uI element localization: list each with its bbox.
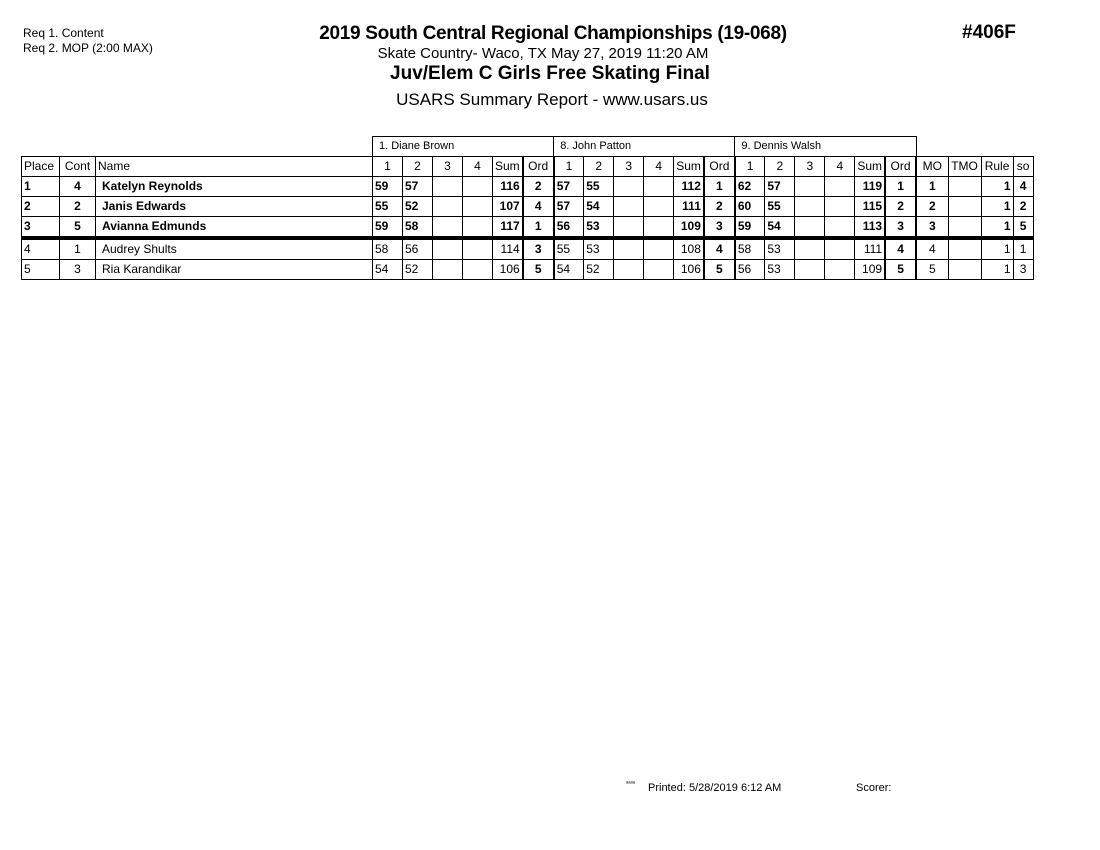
cont-cell: 4 bbox=[60, 177, 96, 197]
judge-2-ordinal: 3 bbox=[704, 217, 735, 239]
skater-name: Avianna Edmunds bbox=[96, 217, 373, 239]
judge-3-mark-3 bbox=[795, 177, 825, 197]
judge-3-mark-1: 60 bbox=[735, 197, 765, 217]
table-row bbox=[22, 238, 1034, 260]
report-title: USARS Summary Report - www.usars.us bbox=[396, 90, 708, 109]
judge-3-mark-4 bbox=[825, 177, 855, 197]
header-mark-1: 1 bbox=[373, 157, 403, 177]
judge-1-sum: 114 bbox=[493, 238, 523, 260]
judge-2-mark-1: 56 bbox=[554, 217, 584, 239]
judge-1-mark-1: 58 bbox=[373, 238, 403, 260]
judge-3-mark-2: 54 bbox=[765, 217, 795, 239]
mo-cell: 5 bbox=[916, 260, 948, 280]
so-cell: 1 bbox=[1013, 238, 1033, 260]
judge-2-ordinal: 2 bbox=[704, 197, 735, 217]
judge-1-sum: 116 bbox=[493, 177, 523, 197]
judge-3-sum: 119 bbox=[855, 177, 885, 197]
table-row bbox=[22, 177, 1034, 197]
judge-3-ordinal: 4 bbox=[885, 238, 916, 260]
tmo-cell bbox=[948, 217, 981, 239]
header-mark-4: 4 bbox=[644, 157, 674, 177]
header-rule: Rule bbox=[981, 157, 1013, 177]
event-title: Juv/Elem C Girls Free Skating Final bbox=[390, 63, 710, 84]
judge-1-mark-3 bbox=[433, 217, 463, 239]
mo-cell: 1 bbox=[916, 177, 948, 197]
table-row bbox=[22, 260, 1034, 280]
so-cell: 5 bbox=[1013, 217, 1033, 239]
judge-3-mark-4 bbox=[825, 217, 855, 239]
judge-1-mark-1: 59 bbox=[373, 217, 403, 239]
judge-2-mark-2: 53 bbox=[584, 217, 614, 239]
header-mark-3: 3 bbox=[795, 157, 825, 177]
judge-3-ordinal: 2 bbox=[885, 197, 916, 217]
judge-2-ordinal: 5 bbox=[704, 260, 735, 280]
skater-name: Janis Edwards bbox=[96, 197, 373, 217]
judge-1-mark-2: 52 bbox=[403, 197, 433, 217]
judge-2-sum: 112 bbox=[674, 177, 704, 197]
header-sum: Sum bbox=[855, 157, 885, 177]
cont-cell: 1 bbox=[60, 238, 96, 260]
judge-3-mark-2: 57 bbox=[765, 177, 795, 197]
header-tmo: TMO bbox=[948, 157, 981, 177]
rule-cell: 1 bbox=[981, 177, 1013, 197]
skater-name: Audrey Shults bbox=[96, 238, 373, 260]
judge-1-mark-1: 54 bbox=[373, 260, 403, 280]
judge-3-mark-3 bbox=[795, 197, 825, 217]
judge-1-mark-4 bbox=[463, 197, 493, 217]
skater-name: Katelyn Reynolds bbox=[96, 177, 373, 197]
header-cont: Cont bbox=[60, 157, 96, 177]
judge-2-mark-2: 55 bbox=[584, 177, 614, 197]
judge-1-mark-4 bbox=[463, 217, 493, 239]
judge-2-mark-4 bbox=[644, 197, 674, 217]
judge-3-mark-3 bbox=[795, 260, 825, 280]
cont-cell: 5 bbox=[60, 217, 96, 239]
place-cell: 2 bbox=[22, 197, 60, 217]
judge-1-mark-3 bbox=[433, 260, 463, 280]
header-ord: Ord bbox=[885, 157, 916, 177]
judge-2-mark-3 bbox=[614, 177, 644, 197]
judge-2-mark-1: 57 bbox=[554, 197, 584, 217]
skater-name: Ria Karandikar bbox=[96, 260, 373, 280]
cont-cell: 2 bbox=[60, 197, 96, 217]
judge-3-mark-1: 58 bbox=[735, 238, 765, 260]
table-row bbox=[22, 217, 1034, 239]
judge-3-ordinal: 5 bbox=[885, 260, 916, 280]
judge-1-mark-4 bbox=[463, 260, 493, 280]
judge-2-mark-3 bbox=[614, 217, 644, 239]
judge-3-mark-3 bbox=[795, 238, 825, 260]
column-header-row bbox=[22, 157, 1034, 177]
judge-1-mark-1: 59 bbox=[373, 177, 403, 197]
judge-1-ordinal: 5 bbox=[523, 260, 554, 280]
judge-1-mark-2: 56 bbox=[403, 238, 433, 260]
judge-1-mark-3 bbox=[433, 177, 463, 197]
judge-3-ordinal: 1 bbox=[885, 177, 916, 197]
header-place: Place bbox=[22, 157, 60, 177]
judge-3-sum: 115 bbox=[855, 197, 885, 217]
mo-cell: 4 bbox=[916, 238, 948, 260]
header-name: Name bbox=[96, 157, 373, 177]
judge-1-ordinal: 2 bbox=[523, 177, 554, 197]
tmo-cell bbox=[948, 238, 981, 260]
judge-3-mark-3 bbox=[795, 217, 825, 239]
judge-1-sum: 106 bbox=[493, 260, 523, 280]
judge-1-ordinal: 4 bbox=[523, 197, 554, 217]
header-sum: Sum bbox=[674, 157, 704, 177]
so-cell: 2 bbox=[1013, 197, 1033, 217]
venue-date: Skate Country- Waco, TX May 27, 2019 11:20 AM bbox=[377, 45, 709, 62]
judge-3-mark-2: 53 bbox=[765, 260, 795, 280]
judge-1-mark-3 bbox=[433, 238, 463, 260]
judge-2-mark-1: 57 bbox=[554, 177, 584, 197]
judge-2-ordinal: 1 bbox=[704, 177, 735, 197]
header-ord: Ord bbox=[523, 157, 554, 177]
judge-3-mark-1: 59 bbox=[735, 217, 765, 239]
rule-cell: 1 bbox=[981, 217, 1013, 239]
cont-cell: 3 bbox=[60, 260, 96, 280]
judge-1-sum: 117 bbox=[493, 217, 523, 239]
judge-3-mark-1: 56 bbox=[735, 260, 765, 280]
tmo-cell bbox=[948, 260, 981, 280]
printed-timestamp: Printed: 5/28/2019 6:12 AM bbox=[648, 782, 782, 794]
mo-cell: 3 bbox=[916, 217, 948, 239]
judge-2-sum: 109 bbox=[674, 217, 704, 239]
header-mark-4: 4 bbox=[825, 157, 855, 177]
judge-1-mark-2: 52 bbox=[403, 260, 433, 280]
judge-2-mark-2: 54 bbox=[584, 197, 614, 217]
header-mark-3: 3 bbox=[614, 157, 644, 177]
judge-1-ordinal: 1 bbox=[523, 217, 554, 239]
judge-2-mark-4 bbox=[644, 260, 674, 280]
scorer-label: Scorer: bbox=[856, 782, 892, 794]
mo-cell: 2 bbox=[916, 197, 948, 217]
judge-1-mark-3 bbox=[433, 197, 463, 217]
place-cell: 5 bbox=[22, 260, 60, 280]
judge-2-mark-2: 52 bbox=[584, 260, 614, 280]
header-mark-2: 2 bbox=[584, 157, 614, 177]
judge-3-mark-4 bbox=[825, 197, 855, 217]
rule-cell: 1 bbox=[981, 197, 1013, 217]
requirement-2: Req 2. MOP (2:00 MAX) bbox=[23, 41, 153, 55]
header-mark-2: 2 bbox=[765, 157, 795, 177]
judge-2-mark-4 bbox=[644, 217, 674, 239]
header-mark-1: 1 bbox=[554, 157, 584, 177]
header-sum: Sum bbox=[493, 157, 523, 177]
place-cell: 4 bbox=[22, 238, 60, 260]
rule-cell: 1 bbox=[981, 260, 1013, 280]
judge-2-mark-2: 53 bbox=[584, 238, 614, 260]
judge-1-name: 1. Diane Brown bbox=[373, 137, 554, 157]
table-row bbox=[22, 197, 1034, 217]
judge-3-mark-4 bbox=[825, 260, 855, 280]
judge-1-mark-2: 57 bbox=[403, 177, 433, 197]
competition-title: 2019 South Central Regional Championships (19-068) bbox=[319, 23, 787, 44]
judge-2-sum: 108 bbox=[674, 238, 704, 260]
header-mark-3: 3 bbox=[433, 157, 463, 177]
results-table bbox=[21, 136, 1034, 280]
judge-2-mark-3 bbox=[614, 238, 644, 260]
judge-3-sum: 109 bbox=[855, 260, 885, 280]
judge-3-sum: 113 bbox=[855, 217, 885, 239]
judge-2-mark-3 bbox=[614, 197, 644, 217]
judge-2-name: 8. John Patton bbox=[554, 137, 735, 157]
header-mark-1: 1 bbox=[735, 157, 765, 177]
judge-1-mark-4 bbox=[463, 177, 493, 197]
judge-3-mark-2: 55 bbox=[765, 197, 795, 217]
requirement-1: Req 1. Content bbox=[23, 26, 104, 40]
judge-3-sum: 111 bbox=[855, 238, 885, 260]
header-so: so bbox=[1013, 157, 1033, 177]
so-cell: 3 bbox=[1013, 260, 1033, 280]
judge-2-ordinal: 4 bbox=[704, 238, 735, 260]
header-mark-2: 2 bbox=[403, 157, 433, 177]
judge-1-mark-2: 58 bbox=[403, 217, 433, 239]
judge-2-mark-4 bbox=[644, 177, 674, 197]
place-cell: 3 bbox=[22, 217, 60, 239]
judge-header-row bbox=[22, 137, 1034, 157]
header-ord: Ord bbox=[704, 157, 735, 177]
judge-3-ordinal: 3 bbox=[885, 217, 916, 239]
judge-2-mark-4 bbox=[644, 238, 674, 260]
judge-3-mark-2: 53 bbox=[765, 238, 795, 260]
place-cell: 1 bbox=[22, 177, 60, 197]
judge-1-mark-1: 55 bbox=[373, 197, 403, 217]
judge-1-ordinal: 3 bbox=[523, 238, 554, 260]
event-number: #406F bbox=[962, 22, 1016, 43]
header-mo: MO bbox=[916, 157, 948, 177]
tmo-cell bbox=[948, 197, 981, 217]
judge-3-mark-4 bbox=[825, 238, 855, 260]
judge-2-sum: 111 bbox=[674, 197, 704, 217]
judge-2-mark-1: 55 bbox=[554, 238, 584, 260]
judge-2-mark-1: 54 bbox=[554, 260, 584, 280]
judge-3-name: 9. Dennis Walsh bbox=[735, 137, 916, 157]
header-mark-4: 4 bbox=[463, 157, 493, 177]
judge-1-mark-4 bbox=[463, 238, 493, 260]
so-cell: 4 bbox=[1013, 177, 1033, 197]
tmo-cell bbox=[948, 177, 981, 197]
judge-2-mark-3 bbox=[614, 260, 644, 280]
judge-1-sum: 107 bbox=[493, 197, 523, 217]
footer-code: ᵃᵃᵃᵃ bbox=[626, 781, 635, 787]
judge-3-mark-1: 62 bbox=[735, 177, 765, 197]
rule-cell: 1 bbox=[981, 238, 1013, 260]
judge-2-sum: 106 bbox=[674, 260, 704, 280]
